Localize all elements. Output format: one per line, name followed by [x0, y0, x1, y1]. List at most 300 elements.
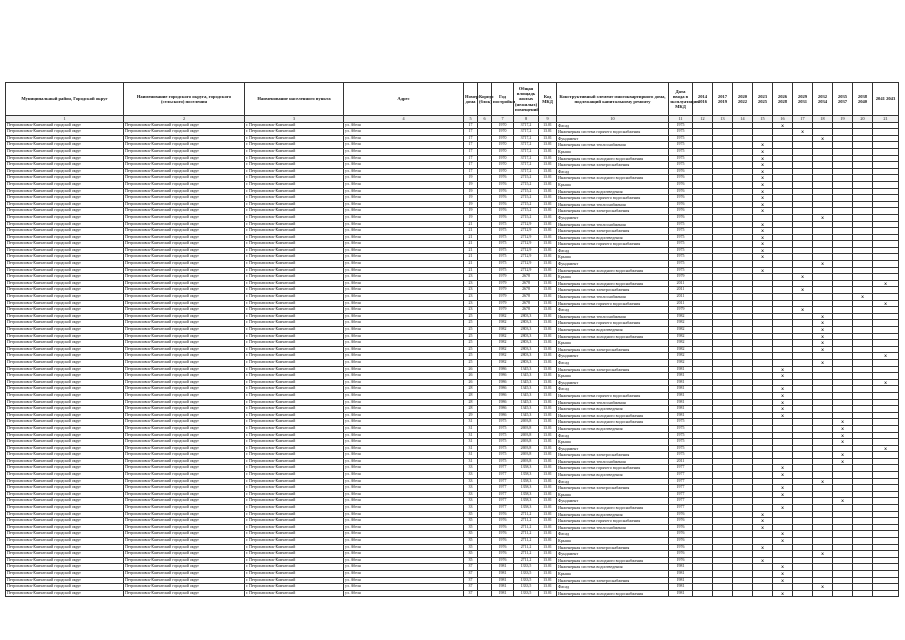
district-cell: Петропавловск-Камчатский городской округ: [6, 346, 124, 353]
year-cell: 1975: [492, 241, 514, 248]
area-cell: 2712,9: [514, 234, 539, 241]
year-cell: 1975: [492, 439, 514, 446]
period-cell: X: [813, 478, 833, 485]
period-cell: [793, 445, 813, 452]
area-cell: 2803,3: [514, 320, 539, 327]
period-cell: [833, 267, 853, 274]
period-cell: [693, 478, 713, 485]
year-cell: 1979: [492, 300, 514, 307]
period-cell: [793, 320, 813, 327]
period-cell: [693, 359, 713, 366]
period-cell: [853, 590, 873, 597]
period-cell: [793, 419, 813, 426]
code-cell: 13.01: [539, 412, 557, 419]
area-cell: 1358,3: [514, 498, 539, 505]
district-cell: Петропавловск-Камчатский городской округ: [6, 307, 124, 314]
period-cell: [833, 478, 853, 485]
period-cell: [753, 458, 773, 465]
work-cell: Инженерная система водоотведения: [557, 234, 669, 241]
table-row: [6, 557, 899, 564]
period-cell: [753, 274, 773, 281]
period-cell: [713, 406, 733, 413]
period-cell: [833, 472, 853, 479]
period-cell: [793, 148, 813, 155]
settlement-cell: Петропавловск-Камчатский городской округ: [124, 491, 245, 498]
area-cell: 2715,2: [514, 214, 539, 221]
code-cell: 13.01: [539, 135, 557, 142]
house-cell: 19: [464, 201, 478, 208]
period-cell: [853, 544, 873, 551]
period-cell: X: [813, 214, 833, 221]
period-cell: [793, 544, 813, 551]
period-cell: [813, 505, 833, 512]
period-cell: [813, 544, 833, 551]
table-row: [6, 478, 899, 485]
year-cell: 1986: [492, 386, 514, 393]
code-cell: 13.01: [539, 162, 557, 169]
column-number: 16: [773, 116, 793, 123]
period-cell: [753, 122, 773, 129]
code-cell: 13.01: [539, 524, 557, 531]
year-cell: 1976: [492, 214, 514, 221]
table-row: [6, 254, 899, 261]
district-cell: Петропавловск-Камчатский городской округ: [6, 168, 124, 175]
period-cell: [713, 333, 733, 340]
period-cell: [713, 432, 733, 439]
code-cell: 13.01: [539, 564, 557, 571]
house-cell: 33: [464, 465, 478, 472]
house-cell: 17: [464, 155, 478, 162]
period-cell: [873, 228, 899, 235]
block-cell: [478, 386, 492, 393]
period-cell: [793, 241, 813, 248]
settlement-cell: Петропавловск-Камчатский городской округ: [124, 201, 245, 208]
period-cell: [793, 557, 813, 564]
work-cell: Фасад: [557, 432, 669, 439]
period-cell: [853, 584, 873, 591]
settlement-cell: Петропавловск-Камчатский городской округ: [124, 214, 245, 221]
period-cell: [753, 280, 773, 287]
period-cell: [713, 524, 733, 531]
period-cell: [833, 135, 853, 142]
period-cell: [773, 175, 793, 182]
period-cell: [693, 564, 713, 571]
area-cell: 3717,2: [514, 135, 539, 142]
period-cell: [733, 392, 753, 399]
period-cell: [853, 505, 873, 512]
date-cell: 1976: [669, 175, 693, 182]
period-cell: [733, 221, 753, 228]
code-cell: 13.01: [539, 346, 557, 353]
district-cell: Петропавловск-Камчатский городской округ: [6, 148, 124, 155]
street-cell: ул. Абеля: [344, 518, 464, 525]
year-cell: 1982: [492, 353, 514, 360]
code-cell: 13.01: [539, 485, 557, 492]
period-cell: [793, 327, 813, 334]
period-cell: [833, 346, 853, 353]
period-cell: [753, 129, 773, 136]
period-cell: [733, 274, 753, 281]
year-cell: 1976: [492, 208, 514, 215]
period-cell: [833, 577, 853, 584]
year-cell: 1986: [492, 373, 514, 380]
period-cell: [793, 485, 813, 492]
block-cell: [478, 564, 492, 571]
period-cell: [833, 122, 853, 129]
street-cell: ул. Абеля: [344, 327, 464, 334]
block-cell: [478, 419, 492, 426]
period-cell: X: [753, 168, 773, 175]
street-cell: ул. Абеля: [344, 307, 464, 314]
locality-cell: г. Петропавловск-Камчатский: [245, 392, 344, 399]
block-cell: [478, 505, 492, 512]
period-cell: [713, 564, 733, 571]
district-cell: Петропавловск-Камчатский городской округ: [6, 379, 124, 386]
block-cell: [478, 287, 492, 294]
period-cell: [733, 386, 753, 393]
period-cell: X: [773, 485, 793, 492]
period-cell: [733, 234, 753, 241]
period-cell: [713, 412, 733, 419]
period-cell: [853, 181, 873, 188]
year-cell: 1975: [492, 254, 514, 261]
year-cell: 1975: [492, 267, 514, 274]
block-cell: [478, 472, 492, 479]
period-cell: [753, 491, 773, 498]
period-cell: [853, 458, 873, 465]
code-cell: 13.01: [539, 498, 557, 505]
work-cell: Фасад: [557, 168, 669, 175]
period-cell: [793, 392, 813, 399]
year-cell: 1986: [492, 412, 514, 419]
period-cell: [813, 142, 833, 149]
year-cell: 1976: [492, 544, 514, 551]
date-cell: 1975: [669, 122, 693, 129]
district-cell: Петропавловск-Камчатский городской округ: [6, 313, 124, 320]
table-row: [6, 135, 899, 142]
code-cell: 13.01: [539, 373, 557, 380]
code-cell: 13.01: [539, 518, 557, 525]
settlement-cell: Петропавловск-Камчатский городской округ: [124, 544, 245, 551]
period-cell: [833, 333, 853, 340]
block-cell: [478, 340, 492, 347]
period-cell: [813, 294, 833, 301]
block-cell: [478, 524, 492, 531]
year-cell: 1982: [492, 320, 514, 327]
locality-cell: г. Петропавловск-Камчатский: [245, 524, 344, 531]
street-cell: ул. Абеля: [344, 162, 464, 169]
period-cell: [833, 280, 853, 287]
date-cell: 1981: [669, 570, 693, 577]
settlement-cell: Петропавловск-Камчатский городской округ: [124, 406, 245, 413]
settlement-cell: Петропавловск-Камчатский городской округ: [124, 465, 245, 472]
year-cell: 1970: [492, 148, 514, 155]
block-cell: [478, 247, 492, 254]
settlement-cell: Петропавловск-Камчатский городской округ: [124, 452, 245, 459]
column-number: 17: [793, 116, 813, 123]
period-cell: [693, 320, 713, 327]
block-cell: [478, 392, 492, 399]
date-cell: 1976: [669, 168, 693, 175]
district-cell: Петропавловск-Камчатский городской округ: [6, 208, 124, 215]
table-row: [6, 465, 899, 472]
year-cell: 1976: [492, 181, 514, 188]
period-cell: X: [753, 162, 773, 169]
period-cell: [733, 524, 753, 531]
period-cell: [853, 366, 873, 373]
street-cell: ул. Абеля: [344, 359, 464, 366]
period-cell: [733, 340, 753, 347]
period-cell: [833, 557, 853, 564]
period-cell: [813, 590, 833, 597]
period-cell: [853, 419, 873, 426]
period-cell: [733, 135, 753, 142]
settlement-cell: Петропавловск-Камчатский городской округ: [124, 320, 245, 327]
house-cell: 21: [464, 267, 478, 274]
house-cell: 21: [464, 247, 478, 254]
period-cell: X: [753, 208, 773, 215]
period-cell: [753, 366, 773, 373]
period-cell: [813, 531, 833, 538]
table-row: [6, 432, 899, 439]
period-cell: [713, 261, 733, 268]
period-cell: [873, 478, 899, 485]
date-cell: 1976: [669, 531, 693, 538]
settlement-cell: Петропавловск-Камчатский городской округ: [124, 425, 245, 432]
code-cell: 13.01: [539, 142, 557, 149]
settlement-cell: Петропавловск-Камчатский городской округ: [124, 505, 245, 512]
period-cell: [813, 564, 833, 571]
period-cell: [793, 465, 813, 472]
year-cell: 1982: [492, 346, 514, 353]
period-cell: X: [793, 129, 813, 136]
period-cell: [873, 162, 899, 169]
period-cell: [833, 570, 853, 577]
work-cell: Фундамент: [557, 551, 669, 558]
block-cell: [478, 129, 492, 136]
period-cell: [873, 208, 899, 215]
column-header: 2035 2037: [833, 83, 853, 116]
district-cell: Петропавловск-Камчатский городской округ: [6, 280, 124, 287]
period-cell: [773, 333, 793, 340]
period-cell: [753, 340, 773, 347]
period-cell: [713, 228, 733, 235]
period-cell: [873, 524, 899, 531]
code-cell: 13.01: [539, 148, 557, 155]
period-cell: [733, 478, 753, 485]
period-cell: [713, 148, 733, 155]
period-cell: [733, 452, 753, 459]
table-row: [6, 524, 899, 531]
date-cell: 1975: [669, 261, 693, 268]
period-cell: [853, 485, 873, 492]
period-cell: [833, 465, 853, 472]
period-cell: [793, 175, 813, 182]
table-body: [6, 116, 899, 597]
period-cell: [713, 162, 733, 169]
period-cell: [833, 234, 853, 241]
settlement-cell: Петропавловск-Камчатский городской округ: [124, 518, 245, 525]
period-cell: [853, 557, 873, 564]
code-cell: 13.01: [539, 557, 557, 564]
date-cell: 1981: [669, 577, 693, 584]
period-cell: [853, 353, 873, 360]
period-cell: [793, 399, 813, 406]
code-cell: 13.01: [539, 241, 557, 248]
period-cell: [753, 373, 773, 380]
period-cell: [693, 386, 713, 393]
period-cell: [693, 221, 713, 228]
period-cell: [853, 168, 873, 175]
house-cell: 17: [464, 135, 478, 142]
period-cell: [773, 452, 793, 459]
settlement-cell: Петропавловск-Камчатский городской округ: [124, 392, 245, 399]
date-cell: 1975: [669, 142, 693, 149]
year-cell: 1977: [492, 478, 514, 485]
period-cell: [873, 241, 899, 248]
house-cell: 23: [464, 280, 478, 287]
work-cell: Инженерная система водоотведения: [557, 511, 669, 518]
period-cell: [873, 373, 899, 380]
period-cell: [873, 201, 899, 208]
period-cell: [793, 340, 813, 347]
locality-cell: г. Петропавловск-Камчатский: [245, 148, 344, 155]
period-cell: X: [753, 524, 773, 531]
work-cell: Инженерная система электроснабжения: [557, 485, 669, 492]
column-header: Муниципальный район, Городской округ: [6, 83, 124, 116]
locality-cell: г. Петропавловск-Камчатский: [245, 544, 344, 551]
table-row: [6, 313, 899, 320]
street-cell: ул. Абеля: [344, 458, 464, 465]
period-cell: X: [753, 557, 773, 564]
period-cell: [713, 544, 733, 551]
block-cell: [478, 439, 492, 446]
period-cell: [733, 168, 753, 175]
block-cell: [478, 175, 492, 182]
period-cell: [873, 261, 899, 268]
house-cell: 28: [464, 392, 478, 399]
period-cell: [773, 129, 793, 136]
house-cell: 37: [464, 570, 478, 577]
period-cell: [853, 439, 873, 446]
period-cell: [793, 208, 813, 215]
period-cell: [773, 478, 793, 485]
district-cell: Петропавловск-Камчатский городской округ: [6, 188, 124, 195]
code-cell: 13.01: [539, 538, 557, 545]
street-cell: ул. Абеля: [344, 208, 464, 215]
table-row: [6, 373, 899, 380]
district-cell: Петропавловск-Камчатский городской округ: [6, 399, 124, 406]
work-cell: Инженерная система горячего водоснабжения: [557, 518, 669, 525]
period-cell: [873, 366, 899, 373]
period-cell: [693, 287, 713, 294]
table-row: [6, 294, 899, 301]
street-cell: ул. Абеля: [344, 564, 464, 571]
period-cell: [853, 570, 873, 577]
period-cell: X: [753, 188, 773, 195]
street-cell: ул. Абеля: [344, 168, 464, 175]
period-cell: [773, 346, 793, 353]
block-cell: [478, 491, 492, 498]
period-cell: [713, 247, 733, 254]
settlement-cell: Петропавловск-Камчатский городской округ: [124, 175, 245, 182]
period-cell: X: [813, 320, 833, 327]
period-cell: [793, 524, 813, 531]
period-cell: X: [773, 373, 793, 380]
house-cell: 21: [464, 221, 478, 228]
area-cell: 2712,9: [514, 267, 539, 274]
work-cell: Крыша: [557, 181, 669, 188]
settlement-cell: Петропавловск-Камчатский городской округ: [124, 386, 245, 393]
code-cell: 13.01: [539, 544, 557, 551]
code-cell: 13.01: [539, 472, 557, 479]
period-cell: [753, 432, 773, 439]
period-cell: [733, 419, 753, 426]
period-cell: [793, 498, 813, 505]
period-cell: [853, 122, 873, 129]
period-cell: [713, 478, 733, 485]
period-cell: [813, 221, 833, 228]
table-row: [6, 201, 899, 208]
period-cell: [733, 359, 753, 366]
period-cell: [853, 188, 873, 195]
code-cell: 13.01: [539, 333, 557, 340]
work-cell: Инженерная система водоотведения: [557, 327, 669, 334]
period-cell: X: [753, 544, 773, 551]
settlement-cell: Петропавловск-Камчатский городской округ: [124, 228, 245, 235]
table-row: [6, 485, 899, 492]
period-cell: [753, 313, 773, 320]
table-row: [6, 452, 899, 459]
period-cell: [873, 155, 899, 162]
code-cell: 13.01: [539, 465, 557, 472]
code-cell: 13.01: [539, 340, 557, 347]
period-cell: [713, 445, 733, 452]
settlement-cell: Петропавловск-Камчатский городской округ: [124, 399, 245, 406]
district-cell: Петропавловск-Камчатский городской округ: [6, 425, 124, 432]
period-cell: [753, 538, 773, 545]
period-cell: [773, 524, 793, 531]
date-cell: 1975: [669, 162, 693, 169]
block-cell: [478, 379, 492, 386]
date-cell: 2011: [669, 294, 693, 301]
period-cell: X: [773, 590, 793, 597]
table-row: [6, 188, 899, 195]
period-cell: [733, 412, 753, 419]
street-cell: ул. Абеля: [344, 373, 464, 380]
settlement-cell: Петропавловск-Камчатский городской округ: [124, 551, 245, 558]
year-cell: 1970: [492, 142, 514, 149]
date-cell: 1975: [669, 221, 693, 228]
locality-cell: г. Петропавловск-Камчатский: [245, 168, 344, 175]
year-cell: 1986: [492, 399, 514, 406]
block-cell: [478, 261, 492, 268]
period-cell: X: [833, 498, 853, 505]
table-row: [6, 584, 899, 591]
period-cell: [793, 425, 813, 432]
settlement-cell: Петропавловск-Камчатский городской округ: [124, 590, 245, 597]
year-cell: 1976: [492, 511, 514, 518]
block-cell: [478, 465, 492, 472]
code-cell: 13.01: [539, 234, 557, 241]
column-number: 6: [478, 116, 492, 123]
locality-cell: г. Петропавловск-Камчатский: [245, 373, 344, 380]
locality-cell: г. Петропавловск-Камчатский: [245, 280, 344, 287]
period-cell: [713, 392, 733, 399]
date-cell: 1982: [669, 359, 693, 366]
code-cell: 13.01: [539, 122, 557, 129]
code-cell: 13.01: [539, 155, 557, 162]
